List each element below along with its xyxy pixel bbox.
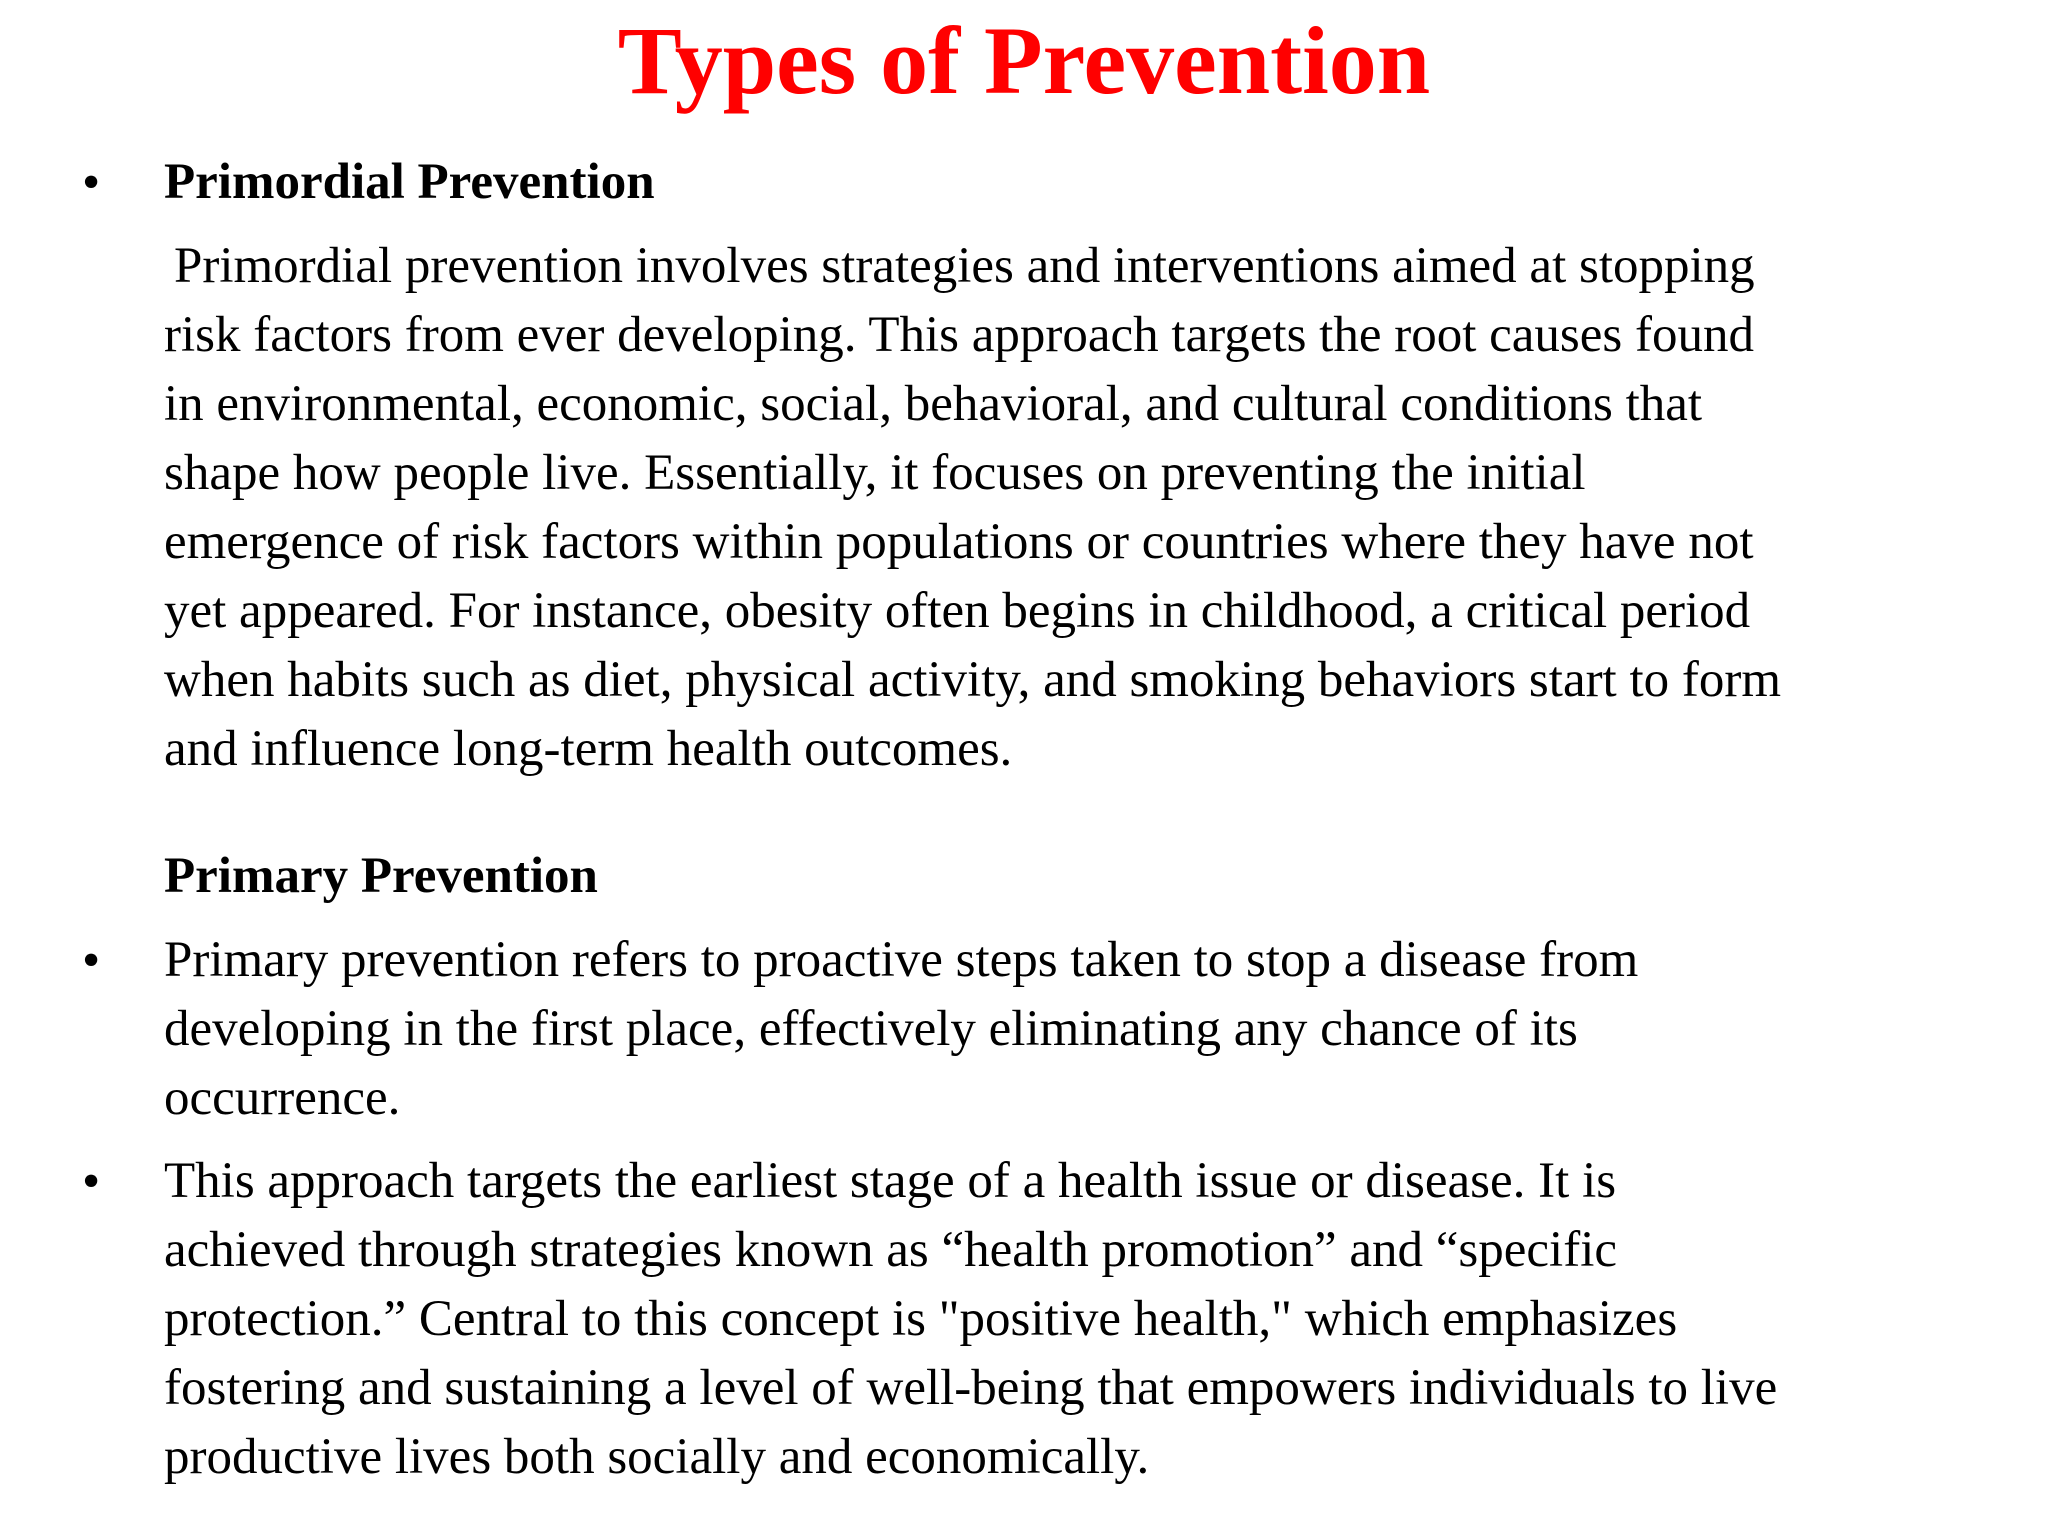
slide-title: Types of Prevention xyxy=(617,7,1431,114)
primordial-line: risk factors from ever developing. This approach targets the root causes found xyxy=(164,307,1754,363)
primary-heading: Primary Prevention xyxy=(164,848,598,904)
bullet-primary-1: • xyxy=(82,932,101,989)
primordial-line: shape how people live. Essentially, it focuses on preventing the initial xyxy=(164,445,1586,501)
bullet-primary-2: • xyxy=(82,1153,101,1210)
primordial-line: yet appeared. For instance, obesity often begins in childhood, a critical period xyxy=(164,583,1751,639)
primordial-line: in environmental, economic, social, behavioral, and cultural conditions that xyxy=(164,376,1703,432)
primary-bullet-2-line: This approach targets the earliest stage of a health issue or disease. It is xyxy=(164,1153,1617,1209)
primary-bullet-1-line: developing in the first place, effectively eliminating any chance of its xyxy=(164,1001,1578,1057)
primary-bullet-2 xyxy=(164,1147,2014,1492)
primary-bullet-2-line: protection.” Central to this concept is "positive health," which emphasizes xyxy=(164,1291,1678,1347)
primary-bullet-2-line: fostering and sustaining a level of well-being that empowers individuals to live xyxy=(164,1360,1778,1416)
primordial-line: and influence long-term health outcomes. xyxy=(164,721,1013,777)
primordial-line: Primordial prevention involves strategies and interventions aimed at stopping xyxy=(174,238,1755,294)
primordial-line: when habits such as diet, physical activity, and smoking behaviors start to form xyxy=(164,652,1782,708)
primary-bullet-2-line: productive lives both socially and economically. xyxy=(164,1429,1150,1485)
primary-bullet-2-line: achieved through strategies known as “health promotion” and “specific xyxy=(164,1222,1618,1278)
bullet-primordial: • xyxy=(82,154,101,211)
primordial-section xyxy=(164,148,2014,784)
primordial-line: emergence of risk factors within populations or countries where they have not xyxy=(164,514,1754,570)
primordial-heading: Primordial Prevention xyxy=(164,154,655,210)
primary-bullet-1 xyxy=(164,926,2014,1133)
primary-bullet-1-line: Primary prevention refers to proactive steps taken to stop a disease from xyxy=(164,932,1639,988)
primary-bullet-1-line: occurrence. xyxy=(164,1070,401,1126)
